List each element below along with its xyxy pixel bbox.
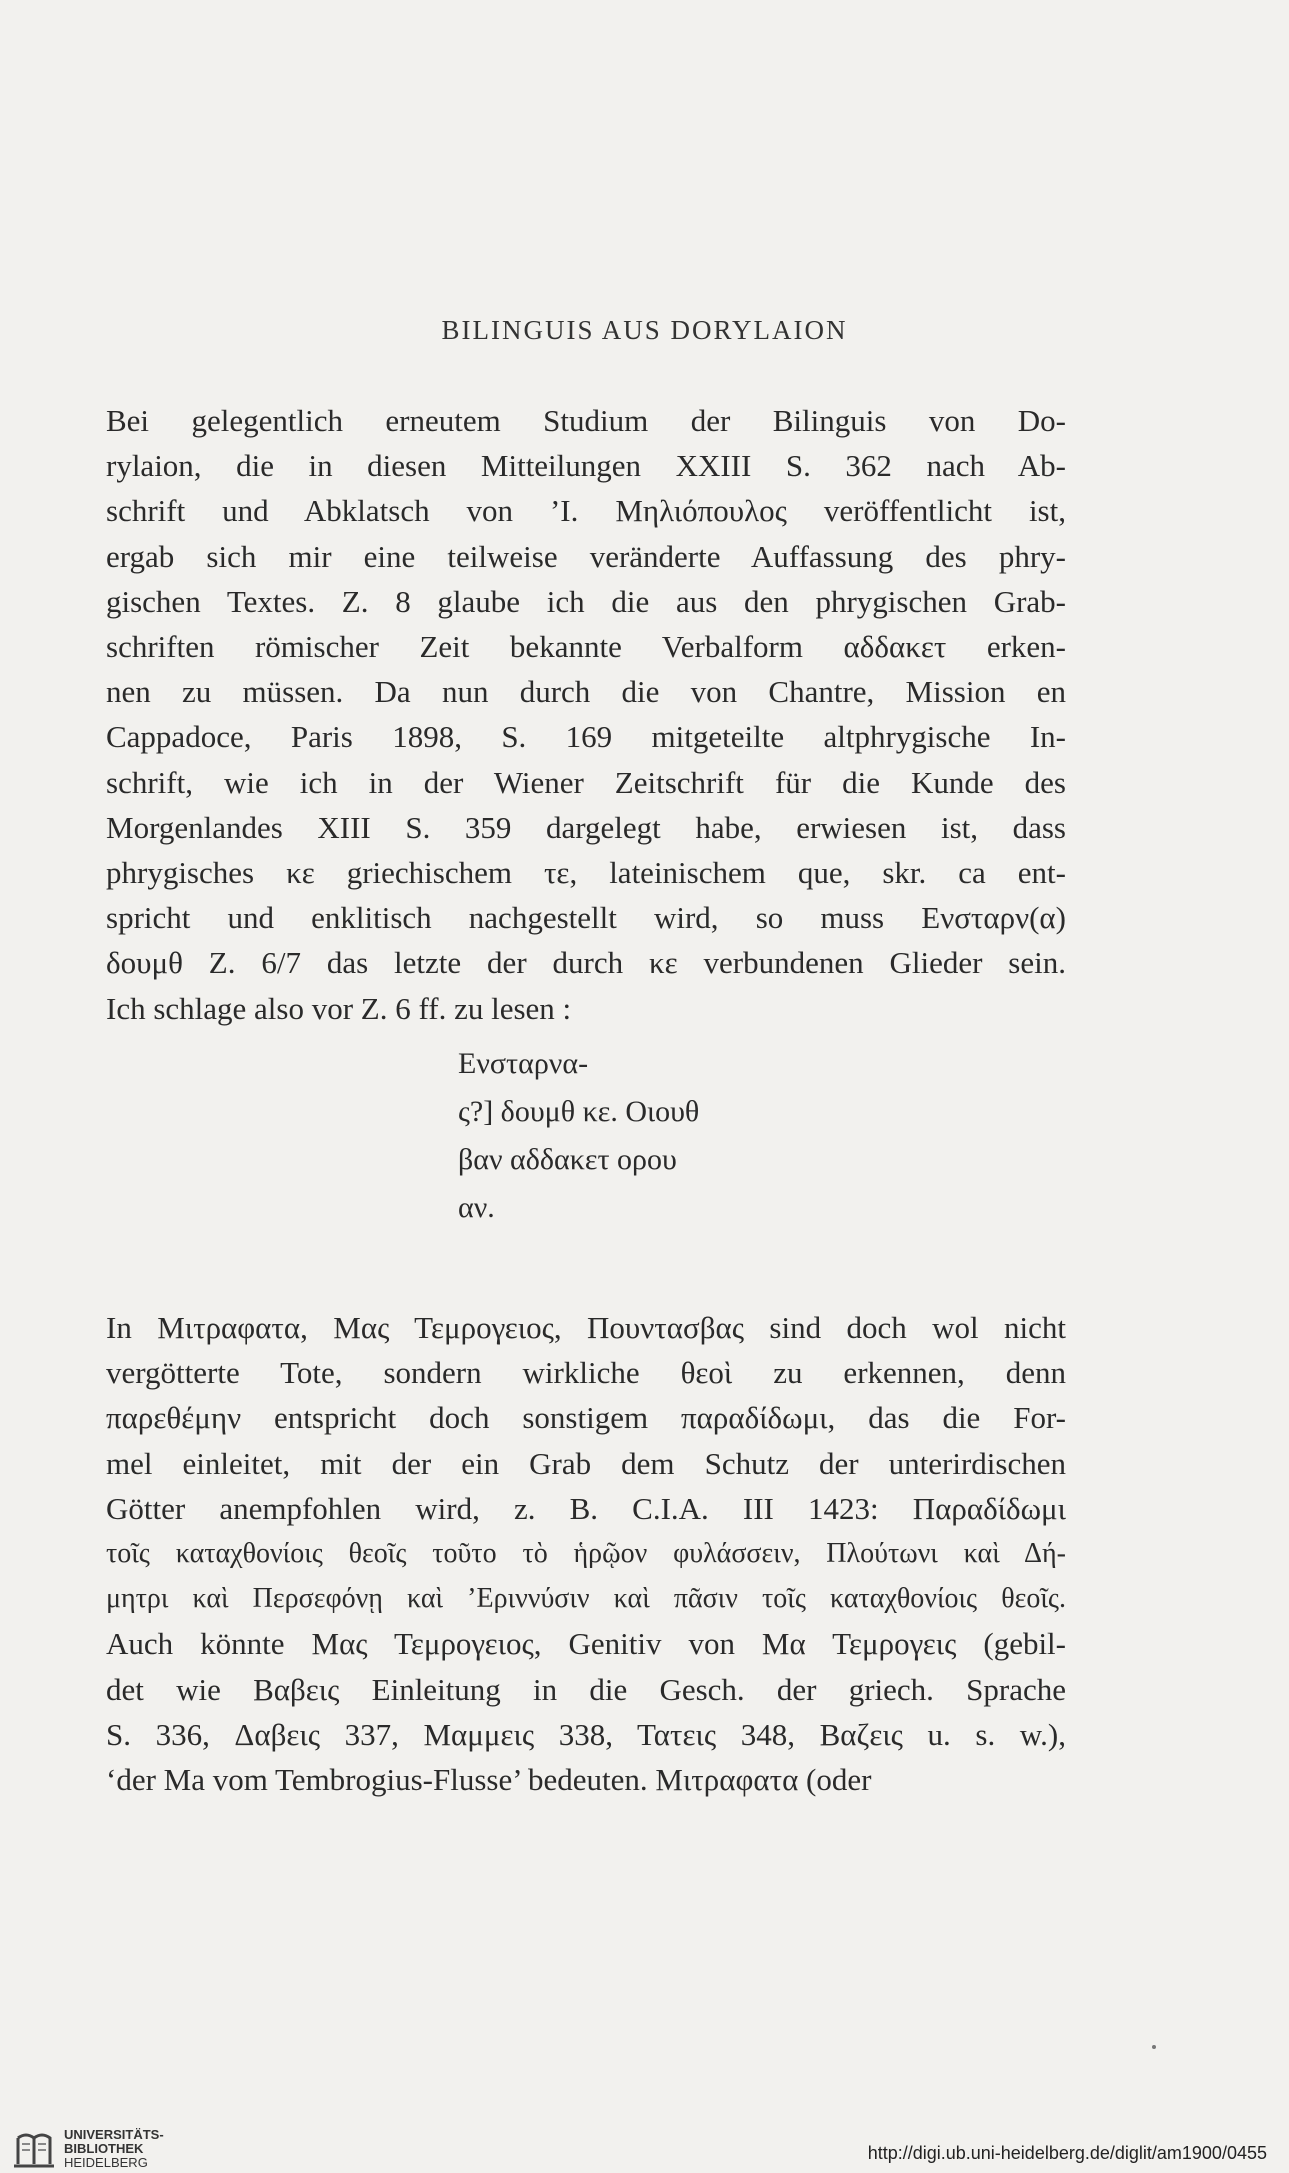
text-line: παρεθέμην entspricht doch sonstigem παραδίδωμι, das die For- <box>106 1400 1066 1436</box>
text-line: Bei gelegentlich erneutem Studium der Bilinguis von Do- <box>106 403 1066 438</box>
paragraph-2 <box>106 1305 1066 1802</box>
inscription-block <box>458 1040 699 1232</box>
logo-line: HEIDELBERG <box>64 2155 148 2170</box>
text-line: phrygisches κε griechischem τε, lateinischem que, skr. ca ent- <box>106 855 1066 891</box>
text-line: ‘der Ma vom Tembrogius-Flusse’ bedeuten. Μιτραφατα (oder <box>106 1762 872 1798</box>
text-line: S. 336, Δαβεις 337, Μαμμεις 338, Τατεις 348, Βαζεις u. s. w.), <box>106 1716 1066 1752</box>
inscription-line: αν. <box>458 1191 495 1224</box>
text-line: rylaion, die in diesen Mitteilungen XXIII S. 362 nach Ab- <box>106 448 1066 484</box>
text-line: Morgenlandes XIII S. 359 dargelegt habe, erwiesen ist, dass <box>106 809 1066 845</box>
source-url-link[interactable]: http://digi.ub.uni-heidelberg.de/diglit/am1900/0455 <box>867 2143 1267 2163</box>
text-line: Cappadoce, Paris 1898, S. 169 mitgeteilte altphrygische In- <box>106 719 1066 755</box>
text-line: In Μιτραφατα, Μας Τεμρογειος, Πουντασβας sind doch wol nicht <box>106 1310 1066 1345</box>
logo-line: BIBLIOTHEK <box>64 2141 144 2156</box>
scan-speck <box>1152 2045 1156 2049</box>
logo-line: UNIVERSITÄTS- <box>64 2127 164 2142</box>
text-line: schriften römischer Zeit bekannte Verbalform αδδακετ erken- <box>106 629 1066 665</box>
library-logo[interactable] <box>12 2128 164 2170</box>
article-title: BILINGUIS AUS DORYLAION <box>441 315 848 345</box>
university-library-logo-icon <box>12 2128 56 2170</box>
paragraph-1 <box>106 398 1066 1031</box>
text-line: vergötterte Tote, sondern wirkliche θεοὶ zu erkennen, denn <box>106 1355 1066 1391</box>
text-line: δουμθ Z. 6/7 das letzte der durch κε verbundenen Glieder sein. <box>106 945 1066 981</box>
text-line: τοῖς καταχθονίοις θεοῖς τοῦτο τὸ ἡρῷον φυλάσσειν, Πλούτωνι καὶ Δή- <box>106 1538 1066 1570</box>
inscription-line: βαν αδδακετ ορου <box>458 1143 677 1176</box>
text-line: schrift, wie ich in der Wiener Zeitschrift für die Kunde des <box>106 764 1066 800</box>
text-line: Auch könnte Μας Τεμρογειος, Genitiv von Μα Τεμρογεις (gebil- <box>106 1626 1066 1662</box>
text-line: μητρι καὶ Περσεφόνῃ καὶ ’Εριννύσιν καὶ πᾶσιν τοῖς καταχθονίοις θεοῖς. <box>106 1583 1066 1615</box>
text-line: gischen Textes. Z. 8 glaube ich die aus den phrygischen Grab- <box>106 583 1066 619</box>
text-line: spricht und enklitisch nachgestellt wird, so muss Ενσταρν(α) <box>106 900 1066 936</box>
text-line: Ich schlage also vor Z. 6 ff. zu lesen : <box>106 990 572 1026</box>
text-line: det wie Βαβεις Einleitung in die Gesch. der griech. Sprache <box>106 1671 1066 1707</box>
text-line: nen zu müssen. Da nun durch die von Chantre, Mission en <box>106 674 1066 710</box>
text-line: schrift und Abklatsch von ’I. Μηλιόπουλος veröffentlicht ist, <box>106 493 1066 529</box>
inscription-line: Ενσταρνα- <box>458 1047 589 1080</box>
text-line: mel einleitet, mit der ein Grab dem Schutz der unterirdischen <box>106 1445 1066 1481</box>
inscription-line: ς?] δουμθ κε. Οιουθ <box>458 1095 700 1128</box>
text-line: Götter anempfohlen wird, z. B. C.I.A. III 1423: Παραδίδωμι <box>106 1490 1066 1526</box>
text-line: ergab sich mir eine teilweise veränderte Auffassung des phry- <box>106 538 1066 574</box>
